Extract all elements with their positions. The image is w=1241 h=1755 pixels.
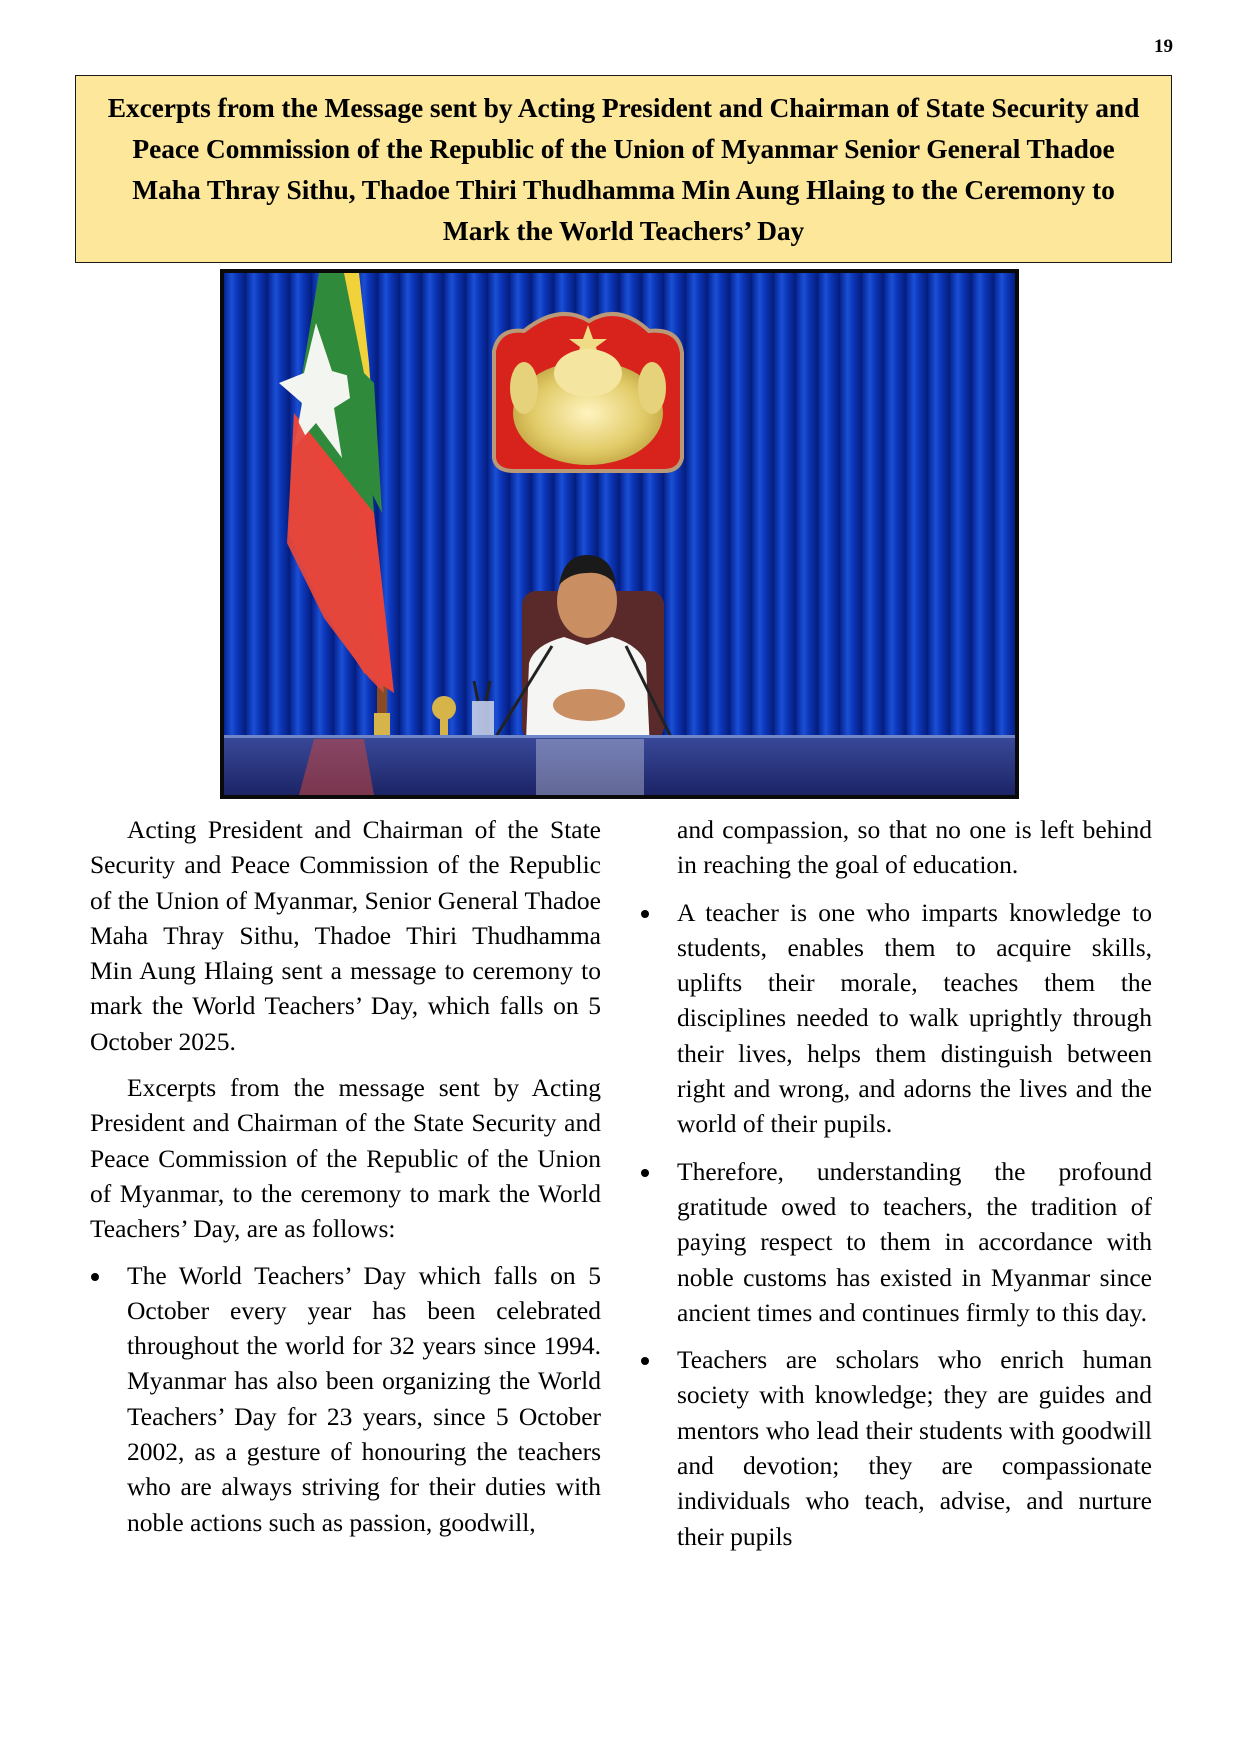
- excerpt-list-left: [90, 1258, 601, 1540]
- right-column: [640, 812, 1152, 1566]
- page-number: 19: [1154, 36, 1173, 57]
- bullet-text: Teachers are scholars who enrich human society with knowledge; they are guides and mentors who lead their students with goodwill and devotion; they are compassionate individuals who teach, advise, and nurture their pupils: [677, 1345, 1152, 1551]
- excerpt-bullet: [90, 1258, 601, 1540]
- page-title: Excerpts from the Message sent by Acting President and Chairman of State Security and Peace Commission of the Republic of the Union of Myanmar Senior General Thadoe Maha Thray Sithu, Thadoe Thiri Thudhamma Min Aung Hlaing to the Ceremony to Mark the World Teachers’ Day: [107, 92, 1140, 246]
- bullet-text: The World Teachers’ Day which falls on 5 October every year has been celebrated throughout the world for 32 years since 1994. Myanmar has also been organizing the World Teachers’ Day for 23 years, since 5 October 2002, as a gesture of honouring the teachers who are always striving for their duties with noble actions such as passion, goodwill,: [127, 1260, 601, 1537]
- photo-illustration: [224, 273, 1015, 795]
- excerpt-bullet: [640, 895, 1152, 1142]
- excerpt-list-right: [640, 812, 1152, 1554]
- excerpts-intro-paragraph: Excerpts from the message sent by Acting President and Chairman of the State Security and Peace Commission of the Republic of the Union of Myanmar, to the ceremony to mark the World Teachers’ Day, are as follows:: [90, 1073, 601, 1244]
- excerpt-bullet: [640, 1342, 1152, 1554]
- excerpt-bullet: [640, 1154, 1152, 1330]
- bullet-icon: [641, 910, 649, 918]
- title-box: [75, 75, 1172, 263]
- state-emblem: [494, 314, 682, 471]
- bullet-text: and compassion, so that no one is left behind in reaching the goal of education.: [677, 815, 1152, 880]
- bullet-text: Therefore, understanding the profound gratitude owed to teachers, the tradition of paying respect to them in accordance with noble customs has existed in Myanmar since ancient times and continues firmly to this day.: [677, 1156, 1152, 1327]
- intro-paragraph: Acting President and Chairman of the State Security and Peace Commission of the Republic of the Union of Myanmar, Senior General Thadoe Maha Thray Sithu, Thadoe Thiri Thudhamma Min Aung Hlaing sent a message to ceremony to mark the World Teachers’ Day, which falls on 5 October 2025.: [90, 815, 601, 1056]
- bullet-icon: [641, 1357, 649, 1365]
- bullet-icon: [641, 1169, 649, 1177]
- photo: [220, 269, 1019, 799]
- left-column: [90, 812, 601, 1552]
- flag-pole-base: [374, 713, 390, 737]
- excerpt-bullet-continuation: [640, 812, 1152, 883]
- bullet-icon: [91, 1273, 99, 1281]
- bullet-text: A teacher is one who imparts knowledge to students, enables them to acquire skills, uplifts their morale, teaches them the disciplines needed to walk uprightly through their lives, helps them distinguish between right and wrong, and adorns the lives and the world of their pupils.: [677, 897, 1152, 1139]
